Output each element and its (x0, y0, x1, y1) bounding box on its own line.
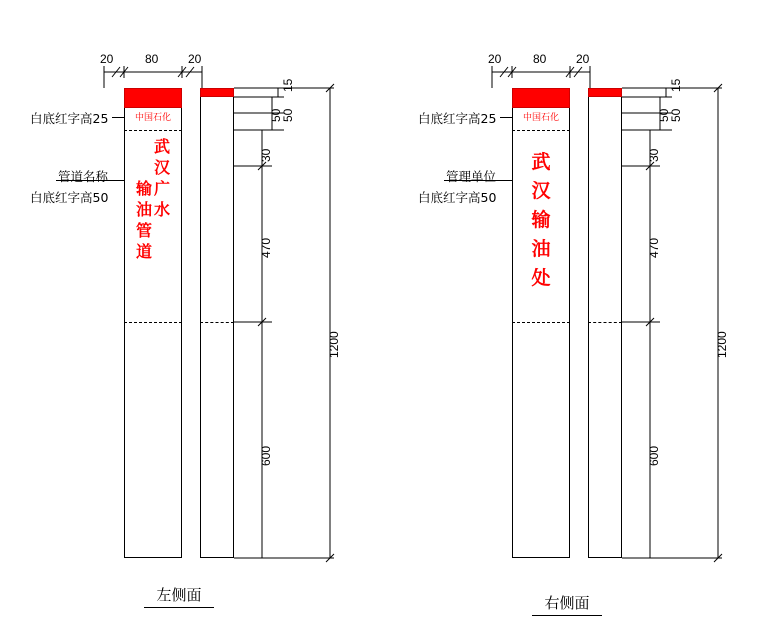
side-dim-50-a: 50 (269, 108, 283, 122)
top-dim-20-left: 20 (488, 52, 502, 66)
top-dim-20-left: 20 (100, 52, 114, 66)
body-char: 汉 (531, 180, 551, 202)
top-dim-20-right: 20 (188, 52, 202, 66)
body-char: 油 (135, 200, 152, 219)
side-dim-470: 470 (259, 237, 273, 258)
label-white-base-red-50: 白底红字高50 (30, 190, 109, 205)
body-char: 水 (154, 200, 171, 219)
body-char: 输 (135, 179, 152, 198)
top-dim-80: 80 (145, 52, 159, 66)
side-dim-30: 30 (259, 148, 273, 162)
side-dim-50-b: 50 (281, 108, 295, 122)
top-dim-80: 80 (533, 52, 547, 66)
body-char: 处 (531, 267, 551, 289)
side-dim-1200: 1200 (715, 331, 729, 358)
label-white-base-red-25: 白底红字高25 (418, 111, 497, 126)
label-white-base-red-50: 白底红字高50 (418, 190, 497, 205)
body-char: 输 (531, 209, 551, 231)
side-dim-30: 30 (647, 148, 661, 162)
body-char: 广 (154, 179, 171, 198)
side-dim-470: 470 (647, 237, 661, 258)
side-dim-50-b: 50 (669, 108, 683, 122)
side-dim-50-a: 50 (657, 108, 671, 122)
body-char: 道 (135, 242, 152, 261)
brand-text: 中国石化 (134, 113, 171, 123)
side-dim-1200: 1200 (327, 331, 341, 358)
body-char: 管 (135, 221, 152, 240)
view-caption-right: 右侧面 (532, 592, 602, 616)
side-dim-600: 600 (647, 445, 661, 466)
label-white-base-red-25: 白底红字高25 (30, 111, 109, 126)
body-char: 汉 (154, 158, 171, 177)
label-pipeline-name: 管道名称 (58, 169, 109, 184)
body-char: 武 (531, 151, 551, 173)
label-management-unit: 管理单位 (446, 169, 497, 184)
side-dim-600: 600 (259, 445, 273, 466)
side-dimension-ticks (388, 0, 776, 639)
body-char: 武 (154, 137, 171, 156)
top-dim-20-right: 20 (576, 52, 590, 66)
body-char: 油 (531, 238, 551, 260)
brand-text: 中国石化 (522, 113, 559, 123)
side-dim-15: 15 (281, 78, 295, 92)
view-right-side (388, 0, 776, 639)
side-dim-15: 15 (669, 78, 683, 92)
view-caption-left: 左侧面 (144, 584, 214, 608)
